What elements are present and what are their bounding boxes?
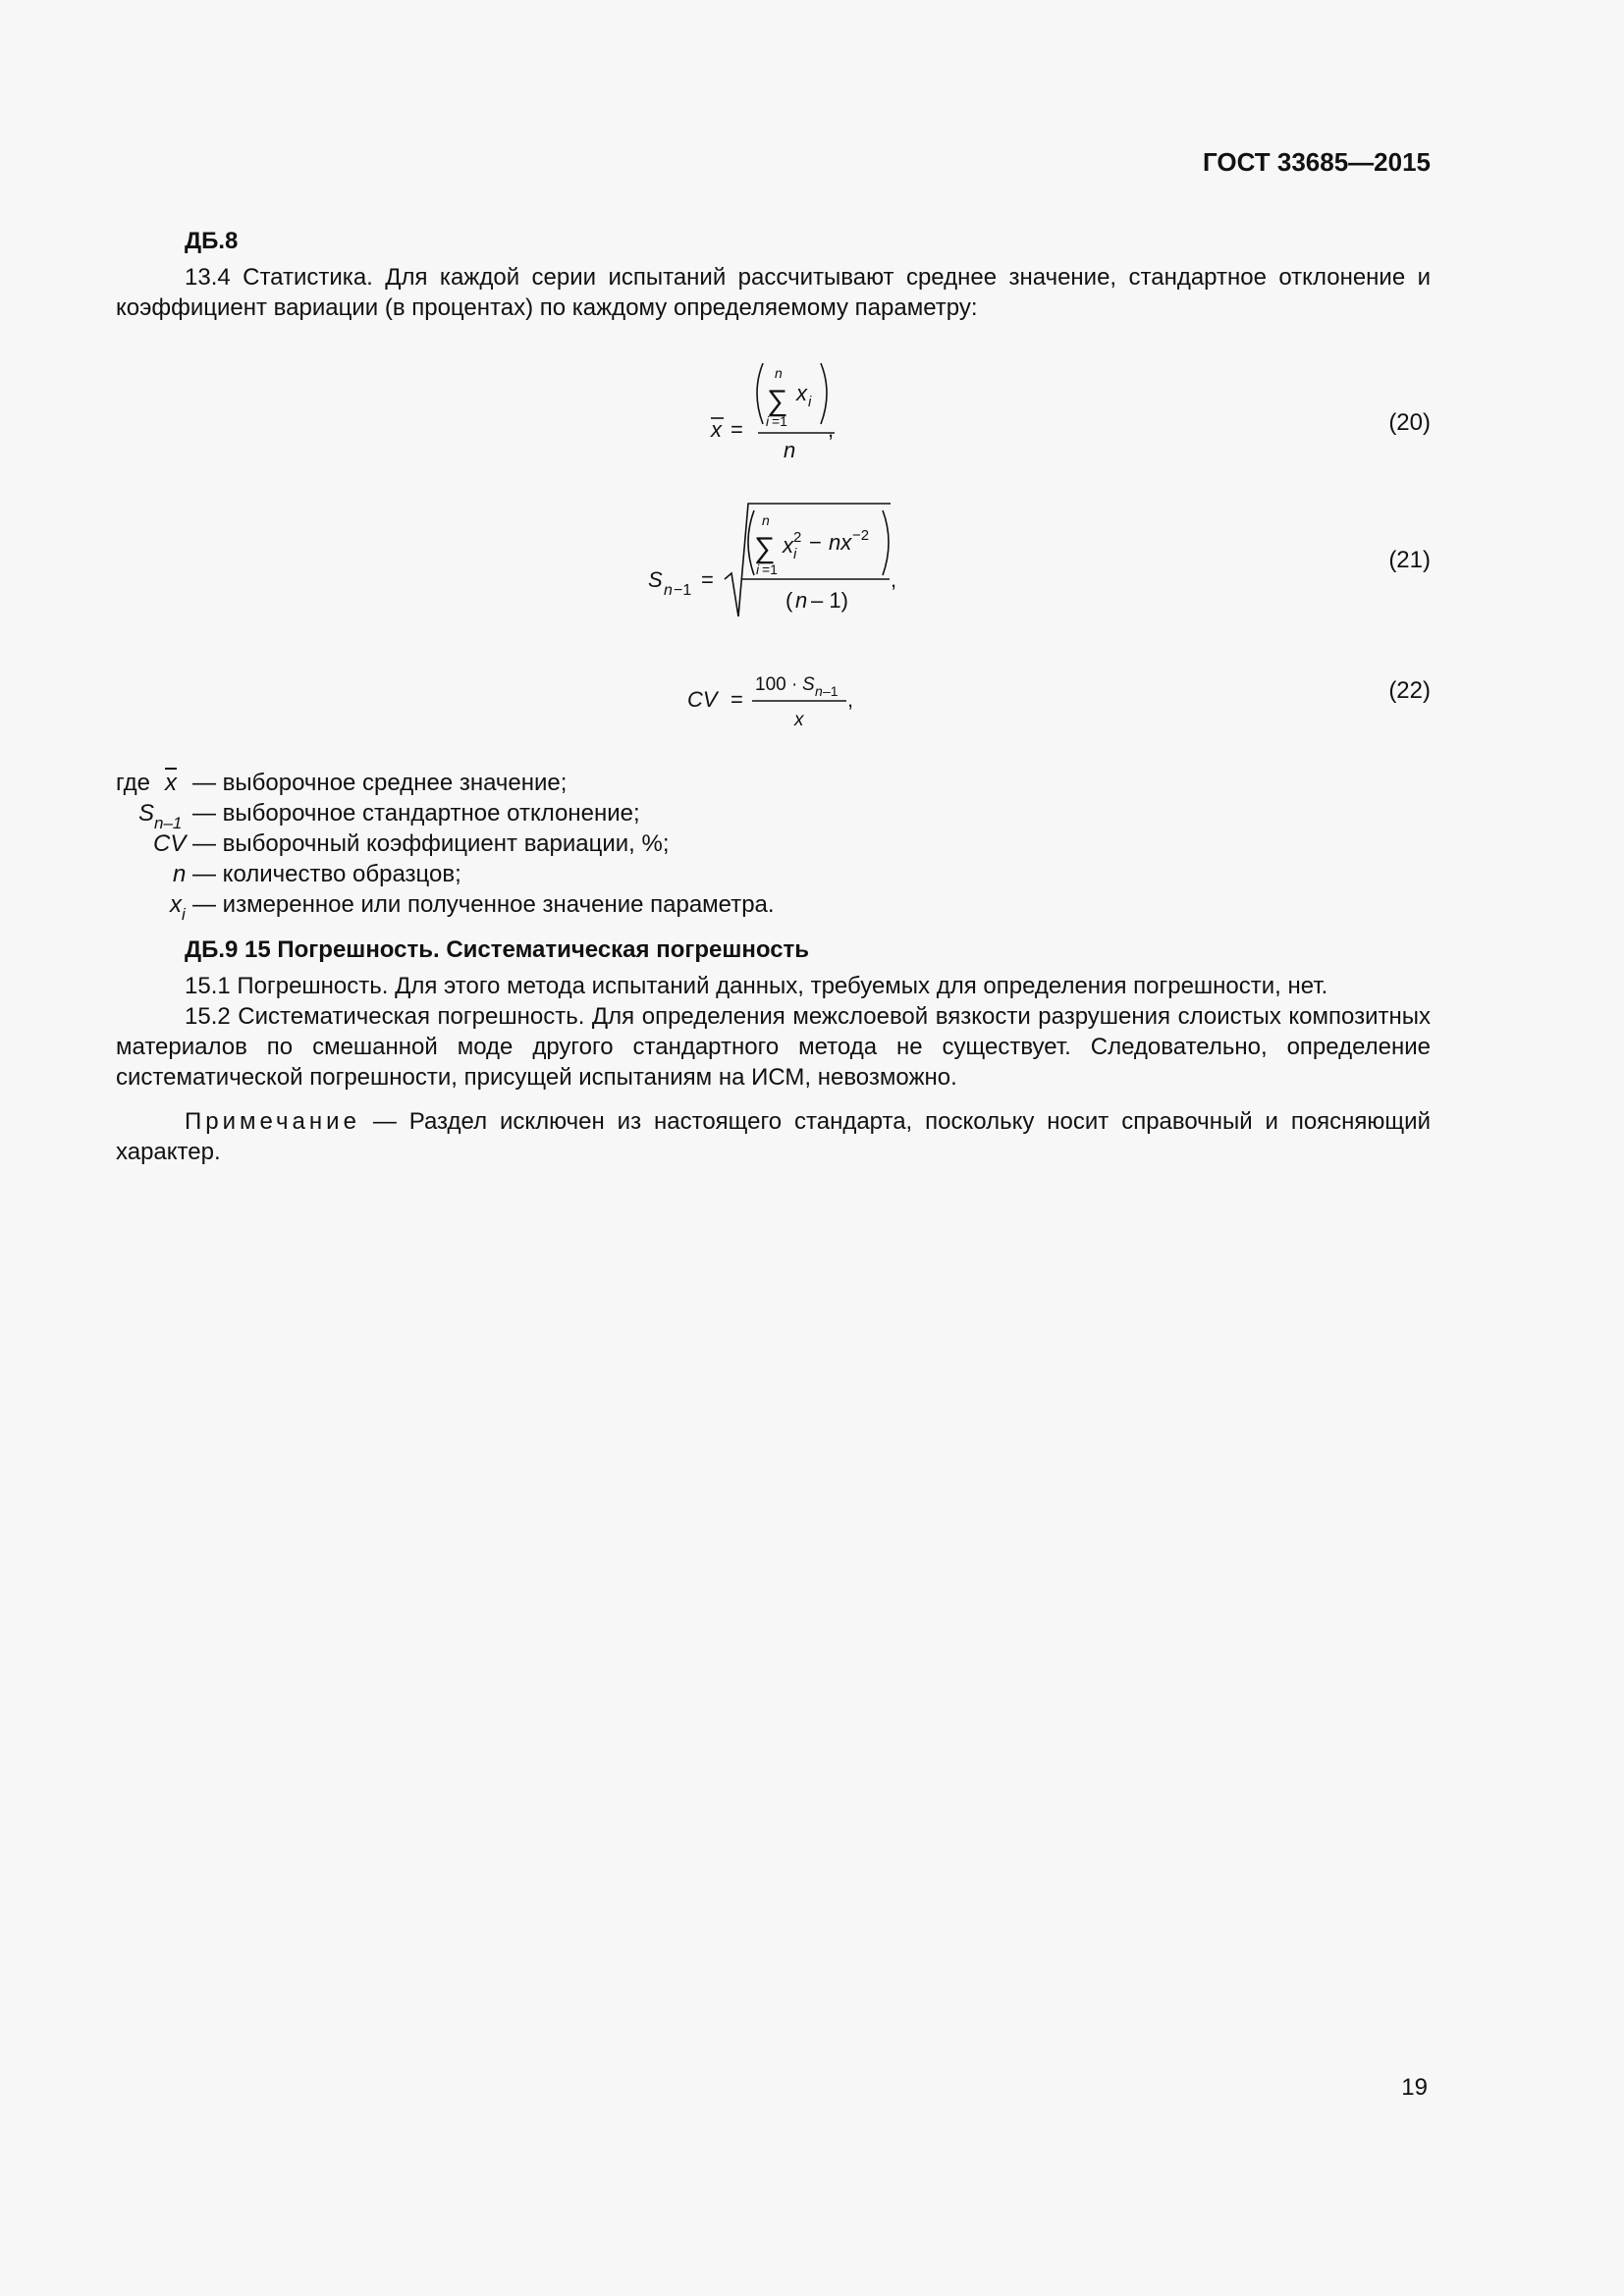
equation-number-21: (21): [1388, 547, 1431, 573]
svg-text:x: x: [794, 710, 804, 730]
svg-text:CV: CV: [687, 687, 718, 712]
legend-symbol-n: n: [173, 861, 187, 887]
legend-text-mean: — выборочное среднее значение;: [192, 770, 568, 796]
svg-text:x: x: [796, 381, 807, 405]
svg-text:n: n: [775, 365, 783, 381]
svg-text:2: 2: [793, 529, 802, 546]
svg-text:S: S: [802, 674, 815, 695]
note-paragraph: [116, 1106, 1431, 1167]
svg-text:=1: =1: [762, 561, 778, 577]
legend-text-std-dev: — выборочное стандартное отклонение;: [192, 800, 640, 827]
svg-text:i: i: [808, 394, 812, 410]
svg-text:=1: =1: [772, 413, 787, 429]
svg-text:n: n: [784, 438, 796, 462]
svg-text:−: −: [809, 530, 822, 555]
legend-symbol-xi: $x_i$: [170, 891, 186, 924]
svg-text:,: ,: [847, 687, 854, 712]
legend-text-n: — количество образцов;: [192, 861, 461, 887]
svg-text:∑: ∑: [767, 385, 788, 417]
svg-text:nx: nx: [829, 530, 852, 555]
svg-text:– 1): – 1): [811, 588, 848, 613]
note-label: Примечание: [185, 1108, 360, 1135]
legend-row-mean: [116, 768, 150, 798]
svg-text:n: n: [815, 683, 823, 699]
svg-text:n: n: [795, 588, 808, 613]
legend-symbol-cv: CV: [153, 830, 187, 857]
svg-text:i: i: [766, 413, 770, 429]
legend-where-word: где: [116, 770, 151, 796]
svg-text:=: =: [701, 567, 714, 592]
svg-text:n: n: [664, 582, 673, 599]
svg-text:−2: −2: [852, 527, 870, 544]
legend-symbol-std-dev: $S_{n-1}$: [138, 800, 183, 832]
svg-text:–1: –1: [823, 683, 839, 699]
legend-text-cv: — выборочный коэффициент вариации, %;: [192, 830, 670, 857]
equation-number-22: (22): [1388, 677, 1431, 704]
section-heading-db8: ДБ.8: [185, 228, 239, 254]
legend-text-xi: — измеренное или полученное значение параметра.: [192, 891, 775, 918]
equation-number-20: (20): [1388, 409, 1431, 436]
formula-22: [0, 0, 1624, 746]
standard-code: ГОСТ 33685—2015: [1203, 147, 1431, 177]
note-text: — Раздел исключен из настоящего стандарта, поскольку носит справочный и поясняющий характер.: [116, 1108, 1431, 1165]
svg-text:∑: ∑: [754, 532, 776, 564]
page-number: 19: [1401, 2074, 1428, 2101]
paragraph-15-1: 15.1 Погрешность. Для этого метода испытаний данных, требуемых для определения погрешности, нет.: [185, 973, 1328, 999]
legend-symbol-mean: $\overline{x}$: [165, 770, 177, 796]
svg-text:n: n: [762, 512, 770, 528]
svg-text:=: =: [731, 687, 743, 712]
svg-text:(: (: [785, 588, 793, 613]
svg-text:i: i: [756, 561, 760, 577]
section-heading-db9: ДБ.9 15 Погрешность. Систематическая погрешность: [185, 936, 810, 963]
svg-text:x: x: [711, 417, 722, 442]
paragraph-13-4: 13.4 Статистика. Для каждой серии испытаний рассчитывают среднее значение, стандартное отклонение и коэффициент вариации (в процентах) по каждому определяемому параметру:: [116, 264, 1431, 321]
svg-text:−1: −1: [674, 582, 692, 599]
svg-text:100 ·: 100 ·: [755, 674, 798, 695]
svg-text:i: i: [793, 546, 797, 562]
svg-text:x: x: [783, 533, 793, 558]
svg-text:=: =: [731, 417, 743, 442]
paragraph-15-2: 15.2 Систематическая погрешность. Для определения межслоевой вязкости разрушения слоистых композитных материалов по смешанной моде другого стандартного метода не существует. Следовательно, определение систематической погрешности, присущей испытаниям на ИСМ, невозможно.: [116, 1003, 1431, 1091]
svg-text:,: ,: [891, 567, 897, 592]
svg-text:,: ,: [828, 417, 835, 442]
svg-text:S: S: [648, 567, 663, 592]
